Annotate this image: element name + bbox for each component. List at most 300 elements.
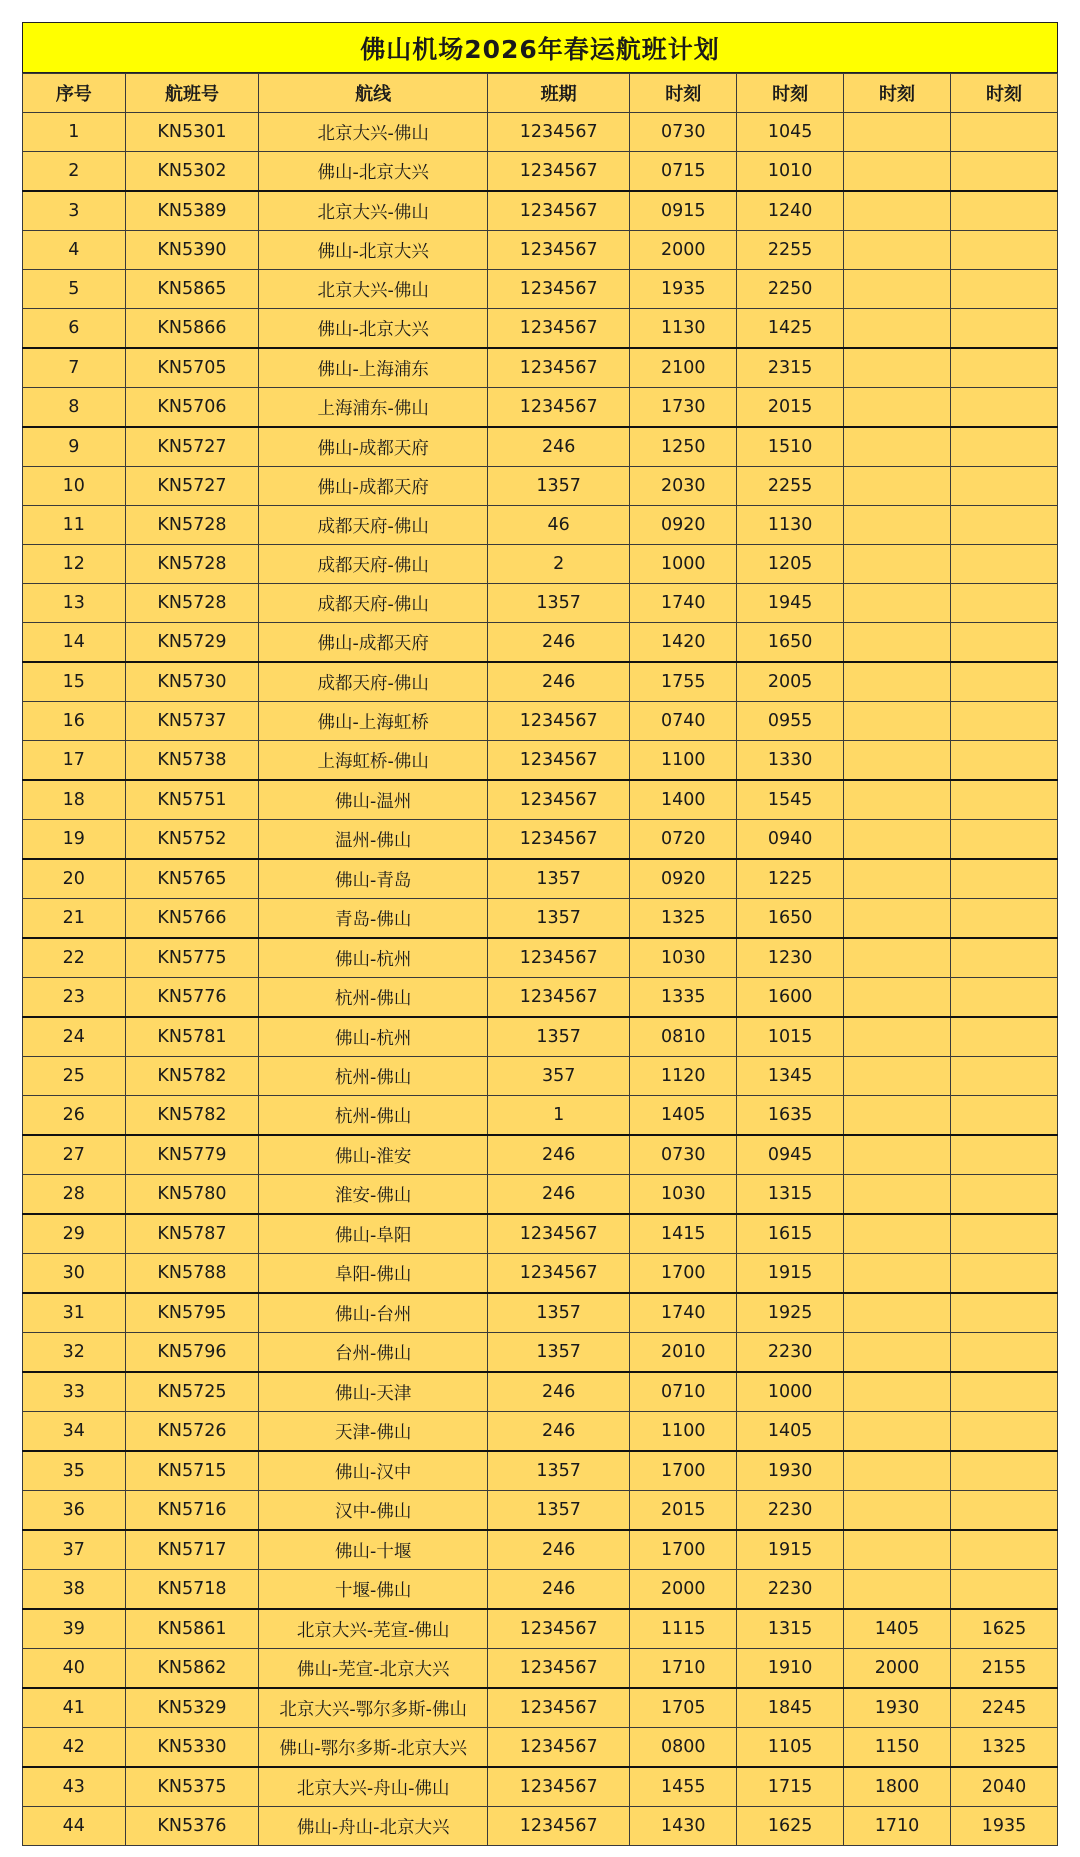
cell-route: 杭州-佛山 xyxy=(259,978,488,1018)
cell-route: 北京大兴-佛山 xyxy=(259,191,488,231)
cell-index: 37 xyxy=(23,1530,126,1570)
cell-index: 21 xyxy=(23,899,126,939)
cell-time-3 xyxy=(844,427,951,467)
cell-index: 1 xyxy=(23,113,126,152)
table-row xyxy=(23,780,1058,820)
cell-time-3: 1800 xyxy=(844,1767,951,1807)
cell-time-2: 2230 xyxy=(737,1333,844,1373)
cell-time-3 xyxy=(844,899,951,939)
cell-index: 20 xyxy=(23,859,126,899)
cell-time-2: 1045 xyxy=(737,113,844,152)
cell-index: 23 xyxy=(23,978,126,1018)
cell-time-4 xyxy=(951,702,1058,741)
cell-schedule-days: 1357 xyxy=(488,1293,630,1333)
cell-time-3 xyxy=(844,623,951,663)
cell-time-3 xyxy=(844,702,951,741)
cell-index: 27 xyxy=(23,1135,126,1175)
cell-time-3 xyxy=(844,584,951,623)
cell-time-4: 1325 xyxy=(951,1728,1058,1768)
cell-time-3: 1710 xyxy=(844,1807,951,1846)
table-row xyxy=(23,1293,1058,1333)
cell-flight-number: KN5779 xyxy=(125,1135,259,1175)
cell-time-4 xyxy=(951,1096,1058,1136)
cell-time-3 xyxy=(844,348,951,388)
cell-time-1: 2000 xyxy=(630,231,737,270)
cell-time-2: 1915 xyxy=(737,1254,844,1294)
cell-time-2: 1930 xyxy=(737,1451,844,1491)
cell-time-4 xyxy=(951,152,1058,192)
cell-time-4: 1935 xyxy=(951,1807,1058,1846)
cell-schedule-days: 1234567 xyxy=(488,938,630,978)
cell-time-2: 1625 xyxy=(737,1807,844,1846)
cell-schedule-days: 1234567 xyxy=(488,1214,630,1254)
cell-time-2: 1225 xyxy=(737,859,844,899)
cell-time-3 xyxy=(844,270,951,309)
cell-index: 42 xyxy=(23,1728,126,1768)
table-row xyxy=(23,1609,1058,1649)
table-row xyxy=(23,152,1058,192)
cell-time-2: 1000 xyxy=(737,1372,844,1412)
table-row xyxy=(23,623,1058,663)
table-row xyxy=(23,1807,1058,1846)
flight-schedule-sheet xyxy=(22,22,1058,1846)
cell-flight-number: KN5727 xyxy=(125,427,259,467)
cell-schedule-days: 246 xyxy=(488,1175,630,1215)
cell-flight-number: KN5795 xyxy=(125,1293,259,1333)
cell-time-4 xyxy=(951,1254,1058,1294)
cell-time-2: 2230 xyxy=(737,1491,844,1531)
cell-time-3 xyxy=(844,1254,951,1294)
cell-schedule-days: 1357 xyxy=(488,1451,630,1491)
cell-time-2: 1345 xyxy=(737,1057,844,1096)
table-row xyxy=(23,270,1058,309)
cell-time-4 xyxy=(951,859,1058,899)
cell-time-2: 2255 xyxy=(737,231,844,270)
cell-flight-number: KN5717 xyxy=(125,1530,259,1570)
cell-time-4 xyxy=(951,506,1058,545)
cell-schedule-days: 1234567 xyxy=(488,348,630,388)
table-row xyxy=(23,1057,1058,1096)
table-row xyxy=(23,1254,1058,1294)
column-header-time-4: 时刻 xyxy=(951,74,1058,113)
cell-time-3 xyxy=(844,1214,951,1254)
cell-time-3 xyxy=(844,662,951,702)
table-row xyxy=(23,1570,1058,1610)
cell-time-3 xyxy=(844,1175,951,1215)
cell-time-2: 2015 xyxy=(737,388,844,428)
cell-time-2: 0955 xyxy=(737,702,844,741)
cell-time-1: 0730 xyxy=(630,1135,737,1175)
cell-index: 19 xyxy=(23,820,126,860)
cell-flight-number: KN5726 xyxy=(125,1412,259,1452)
cell-time-1: 1730 xyxy=(630,388,737,428)
cell-flight-number: KN5766 xyxy=(125,899,259,939)
cell-time-3 xyxy=(844,938,951,978)
column-header-route: 航线 xyxy=(259,74,488,113)
cell-time-4 xyxy=(951,1135,1058,1175)
cell-route: 台州-佛山 xyxy=(259,1333,488,1373)
cell-route: 成都天府-佛山 xyxy=(259,584,488,623)
table-row xyxy=(23,741,1058,781)
cell-time-2: 1425 xyxy=(737,309,844,349)
cell-schedule-days: 1234567 xyxy=(488,820,630,860)
cell-time-1: 2010 xyxy=(630,1333,737,1373)
cell-time-1: 1700 xyxy=(630,1254,737,1294)
cell-time-1: 1335 xyxy=(630,978,737,1018)
cell-time-3 xyxy=(844,780,951,820)
cell-route: 佛山-北京大兴 xyxy=(259,231,488,270)
cell-flight-number: KN5716 xyxy=(125,1491,259,1531)
cell-time-1: 1115 xyxy=(630,1609,737,1649)
cell-schedule-days: 1234567 xyxy=(488,1688,630,1728)
cell-route: 北京大兴-鄂尔多斯-佛山 xyxy=(259,1688,488,1728)
cell-time-1: 1100 xyxy=(630,1412,737,1452)
cell-flight-number: KN5751 xyxy=(125,780,259,820)
cell-flight-number: KN5781 xyxy=(125,1017,259,1057)
cell-schedule-days: 1234567 xyxy=(488,309,630,349)
table-row xyxy=(23,859,1058,899)
table-row xyxy=(23,1728,1058,1768)
cell-schedule-days: 246 xyxy=(488,662,630,702)
cell-time-1: 1400 xyxy=(630,780,737,820)
cell-time-4 xyxy=(951,820,1058,860)
cell-route: 佛山-阜阳 xyxy=(259,1214,488,1254)
cell-index: 43 xyxy=(23,1767,126,1807)
cell-time-1: 1030 xyxy=(630,1175,737,1215)
cell-time-4 xyxy=(951,780,1058,820)
cell-time-1: 2015 xyxy=(630,1491,737,1531)
cell-time-4 xyxy=(951,191,1058,231)
cell-flight-number: KN5705 xyxy=(125,348,259,388)
cell-time-4 xyxy=(951,270,1058,309)
cell-index: 7 xyxy=(23,348,126,388)
cell-time-3 xyxy=(844,741,951,781)
cell-time-4 xyxy=(951,1175,1058,1215)
cell-schedule-days: 1234567 xyxy=(488,978,630,1018)
cell-flight-number: KN5865 xyxy=(125,270,259,309)
cell-time-4: 1625 xyxy=(951,1609,1058,1649)
column-header-time-2: 时刻 xyxy=(737,74,844,113)
cell-flight-number: KN5725 xyxy=(125,1372,259,1412)
cell-schedule-days: 1234567 xyxy=(488,1609,630,1649)
cell-time-1: 1755 xyxy=(630,662,737,702)
cell-time-2: 1715 xyxy=(737,1767,844,1807)
cell-route: 佛山-芜宣-北京大兴 xyxy=(259,1649,488,1689)
cell-time-1: 1740 xyxy=(630,1293,737,1333)
cell-schedule-days: 1357 xyxy=(488,859,630,899)
cell-index: 10 xyxy=(23,467,126,506)
cell-time-2: 1315 xyxy=(737,1609,844,1649)
cell-index: 2 xyxy=(23,152,126,192)
cell-index: 3 xyxy=(23,191,126,231)
cell-schedule-days: 1357 xyxy=(488,467,630,506)
cell-time-1: 0720 xyxy=(630,820,737,860)
cell-time-4 xyxy=(951,978,1058,1018)
cell-time-4 xyxy=(951,1570,1058,1610)
cell-time-2: 1545 xyxy=(737,780,844,820)
cell-route: 佛山-上海浦东 xyxy=(259,348,488,388)
cell-flight-number: KN5728 xyxy=(125,545,259,584)
cell-time-4 xyxy=(951,348,1058,388)
table-row xyxy=(23,1175,1058,1215)
cell-time-4 xyxy=(951,741,1058,781)
table-row xyxy=(23,1767,1058,1807)
table-row xyxy=(23,1372,1058,1412)
cell-time-4 xyxy=(951,1451,1058,1491)
table-row xyxy=(23,1412,1058,1452)
cell-index: 12 xyxy=(23,545,126,584)
cell-schedule-days: 1357 xyxy=(488,584,630,623)
cell-time-3: 1150 xyxy=(844,1728,951,1768)
cell-schedule-days: 246 xyxy=(488,1372,630,1412)
table-row xyxy=(23,1096,1058,1136)
cell-schedule-days: 1234567 xyxy=(488,388,630,428)
cell-schedule-days: 246 xyxy=(488,623,630,663)
cell-time-3 xyxy=(844,859,951,899)
table-row xyxy=(23,545,1058,584)
cell-time-4 xyxy=(951,467,1058,506)
cell-schedule-days: 1234567 xyxy=(488,1767,630,1807)
cell-time-1: 0715 xyxy=(630,152,737,192)
cell-time-1: 2030 xyxy=(630,467,737,506)
cell-time-1: 1935 xyxy=(630,270,737,309)
table-row xyxy=(23,938,1058,978)
cell-schedule-days: 46 xyxy=(488,506,630,545)
cell-time-3: 2000 xyxy=(844,1649,951,1689)
cell-flight-number: KN5776 xyxy=(125,978,259,1018)
cell-schedule-days: 1357 xyxy=(488,1017,630,1057)
cell-schedule-days: 1234567 xyxy=(488,1254,630,1294)
cell-time-4 xyxy=(951,1293,1058,1333)
cell-route: 成都天府-佛山 xyxy=(259,506,488,545)
cell-time-4: 2040 xyxy=(951,1767,1058,1807)
cell-time-3 xyxy=(844,1333,951,1373)
cell-index: 34 xyxy=(23,1412,126,1452)
cell-time-1: 1430 xyxy=(630,1807,737,1846)
column-header-flight-number: 航班号 xyxy=(125,74,259,113)
cell-time-2: 2005 xyxy=(737,662,844,702)
table-row xyxy=(23,662,1058,702)
cell-time-4 xyxy=(951,1491,1058,1531)
cell-time-1: 1415 xyxy=(630,1214,737,1254)
cell-time-3 xyxy=(844,191,951,231)
cell-route: 佛山-天津 xyxy=(259,1372,488,1412)
cell-flight-number: KN5862 xyxy=(125,1649,259,1689)
cell-route: 佛山-杭州 xyxy=(259,1017,488,1057)
cell-time-3 xyxy=(844,309,951,349)
cell-route: 佛山-成都天府 xyxy=(259,623,488,663)
cell-route: 阜阳-佛山 xyxy=(259,1254,488,1294)
cell-time-3 xyxy=(844,1057,951,1096)
cell-time-4 xyxy=(951,545,1058,584)
cell-schedule-days: 1357 xyxy=(488,1333,630,1373)
cell-flight-number: KN5389 xyxy=(125,191,259,231)
cell-time-2: 1615 xyxy=(737,1214,844,1254)
cell-time-1: 1455 xyxy=(630,1767,737,1807)
cell-time-1: 0810 xyxy=(630,1017,737,1057)
cell-time-4 xyxy=(951,1333,1058,1373)
cell-schedule-days: 246 xyxy=(488,1412,630,1452)
cell-route: 佛山-十堰 xyxy=(259,1530,488,1570)
cell-index: 31 xyxy=(23,1293,126,1333)
table-row xyxy=(23,1688,1058,1728)
cell-route: 北京大兴-芜宣-佛山 xyxy=(259,1609,488,1649)
cell-index: 24 xyxy=(23,1017,126,1057)
cell-route: 温州-佛山 xyxy=(259,820,488,860)
cell-time-4 xyxy=(951,231,1058,270)
cell-flight-number: KN5738 xyxy=(125,741,259,781)
cell-time-2: 1845 xyxy=(737,1688,844,1728)
cell-route: 天津-佛山 xyxy=(259,1412,488,1452)
cell-schedule-days: 357 xyxy=(488,1057,630,1096)
cell-schedule-days: 1234567 xyxy=(488,113,630,152)
cell-time-3 xyxy=(844,1491,951,1531)
cell-route: 汉中-佛山 xyxy=(259,1491,488,1531)
cell-route: 佛山-淮安 xyxy=(259,1135,488,1175)
cell-time-2: 1330 xyxy=(737,741,844,781)
cell-time-1: 1420 xyxy=(630,623,737,663)
cell-time-3 xyxy=(844,1135,951,1175)
cell-index: 35 xyxy=(23,1451,126,1491)
cell-time-3 xyxy=(844,1017,951,1057)
cell-schedule-days: 1357 xyxy=(488,899,630,939)
cell-time-3 xyxy=(844,978,951,1018)
cell-schedule-days: 1234567 xyxy=(488,1649,630,1689)
cell-time-4 xyxy=(951,388,1058,428)
cell-schedule-days: 1357 xyxy=(488,1491,630,1531)
cell-time-4: 2245 xyxy=(951,1688,1058,1728)
table-row xyxy=(23,309,1058,349)
cell-time-4 xyxy=(951,1412,1058,1452)
cell-flight-number: KN5376 xyxy=(125,1807,259,1846)
cell-time-3 xyxy=(844,1412,951,1452)
cell-flight-number: KN5728 xyxy=(125,584,259,623)
table-row xyxy=(23,1649,1058,1689)
cell-index: 26 xyxy=(23,1096,126,1136)
cell-time-1: 1740 xyxy=(630,584,737,623)
cell-time-2: 1510 xyxy=(737,427,844,467)
cell-schedule-days: 1234567 xyxy=(488,1728,630,1768)
cell-index: 16 xyxy=(23,702,126,741)
cell-schedule-days: 2 xyxy=(488,545,630,584)
cell-index: 8 xyxy=(23,388,126,428)
table-row xyxy=(23,113,1058,152)
cell-index: 44 xyxy=(23,1807,126,1846)
cell-flight-number: KN5329 xyxy=(125,1688,259,1728)
cell-route: 杭州-佛山 xyxy=(259,1096,488,1136)
cell-index: 32 xyxy=(23,1333,126,1373)
cell-time-1: 1000 xyxy=(630,545,737,584)
cell-route: 佛山-鄂尔多斯-北京大兴 xyxy=(259,1728,488,1768)
cell-time-1: 0800 xyxy=(630,1728,737,1768)
cell-time-1: 1120 xyxy=(630,1057,737,1096)
cell-flight-number: KN5715 xyxy=(125,1451,259,1491)
cell-route: 上海虹桥-佛山 xyxy=(259,741,488,781)
cell-index: 29 xyxy=(23,1214,126,1254)
cell-index: 33 xyxy=(23,1372,126,1412)
cell-index: 39 xyxy=(23,1609,126,1649)
cell-time-4 xyxy=(951,1372,1058,1412)
cell-index: 11 xyxy=(23,506,126,545)
cell-time-1: 1130 xyxy=(630,309,737,349)
cell-route: 佛山-汉中 xyxy=(259,1451,488,1491)
cell-flight-number: KN5706 xyxy=(125,388,259,428)
cell-time-3: 1930 xyxy=(844,1688,951,1728)
cell-index: 30 xyxy=(23,1254,126,1294)
cell-route: 十堰-佛山 xyxy=(259,1570,488,1610)
cell-time-2: 1240 xyxy=(737,191,844,231)
table-row xyxy=(23,231,1058,270)
cell-schedule-days: 246 xyxy=(488,1530,630,1570)
cell-time-4 xyxy=(951,1530,1058,1570)
cell-flight-number: KN5737 xyxy=(125,702,259,741)
cell-time-4 xyxy=(951,1057,1058,1096)
cell-time-3 xyxy=(844,1451,951,1491)
cell-time-2: 2255 xyxy=(737,467,844,506)
cell-index: 14 xyxy=(23,623,126,663)
cell-time-4 xyxy=(951,938,1058,978)
cell-flight-number: KN5330 xyxy=(125,1728,259,1768)
cell-time-3 xyxy=(844,113,951,152)
cell-route: 成都天府-佛山 xyxy=(259,545,488,584)
cell-flight-number: KN5796 xyxy=(125,1333,259,1373)
cell-time-4 xyxy=(951,899,1058,939)
column-header-index: 序号 xyxy=(23,74,126,113)
cell-flight-number: KN5729 xyxy=(125,623,259,663)
cell-route: 佛山-上海虹桥 xyxy=(259,702,488,741)
cell-time-2: 1635 xyxy=(737,1096,844,1136)
cell-index: 22 xyxy=(23,938,126,978)
table-header-row xyxy=(23,74,1058,113)
cell-flight-number: KN5390 xyxy=(125,231,259,270)
column-header-time-1: 时刻 xyxy=(630,74,737,113)
cell-flight-number: KN5787 xyxy=(125,1214,259,1254)
cell-time-1: 0920 xyxy=(630,506,737,545)
cell-flight-number: KN5302 xyxy=(125,152,259,192)
cell-time-3 xyxy=(844,1293,951,1333)
cell-index: 36 xyxy=(23,1491,126,1531)
cell-time-1: 0730 xyxy=(630,113,737,152)
table-row xyxy=(23,1451,1058,1491)
cell-index: 4 xyxy=(23,231,126,270)
cell-index: 6 xyxy=(23,309,126,349)
cell-index: 15 xyxy=(23,662,126,702)
cell-index: 25 xyxy=(23,1057,126,1096)
cell-time-1: 0740 xyxy=(630,702,737,741)
cell-time-2: 1105 xyxy=(737,1728,844,1768)
cell-time-3 xyxy=(844,231,951,270)
cell-schedule-days: 246 xyxy=(488,427,630,467)
table-row xyxy=(23,584,1058,623)
cell-schedule-days: 1234567 xyxy=(488,741,630,781)
cell-time-1: 1325 xyxy=(630,899,737,939)
cell-flight-number: KN5780 xyxy=(125,1175,259,1215)
cell-index: 17 xyxy=(23,741,126,781)
cell-flight-number: KN5775 xyxy=(125,938,259,978)
column-header-schedule-days: 班期 xyxy=(488,74,630,113)
cell-time-2: 1010 xyxy=(737,152,844,192)
column-header-time-3: 时刻 xyxy=(844,74,951,113)
cell-time-2: 2230 xyxy=(737,1570,844,1610)
cell-route: 杭州-佛山 xyxy=(259,1057,488,1096)
cell-schedule-days: 1234567 xyxy=(488,270,630,309)
cell-time-2: 1945 xyxy=(737,584,844,623)
cell-schedule-days: 246 xyxy=(488,1135,630,1175)
cell-route: 北京大兴-佛山 xyxy=(259,113,488,152)
cell-flight-number: KN5866 xyxy=(125,309,259,349)
cell-flight-number: KN5765 xyxy=(125,859,259,899)
cell-schedule-days: 1234567 xyxy=(488,780,630,820)
